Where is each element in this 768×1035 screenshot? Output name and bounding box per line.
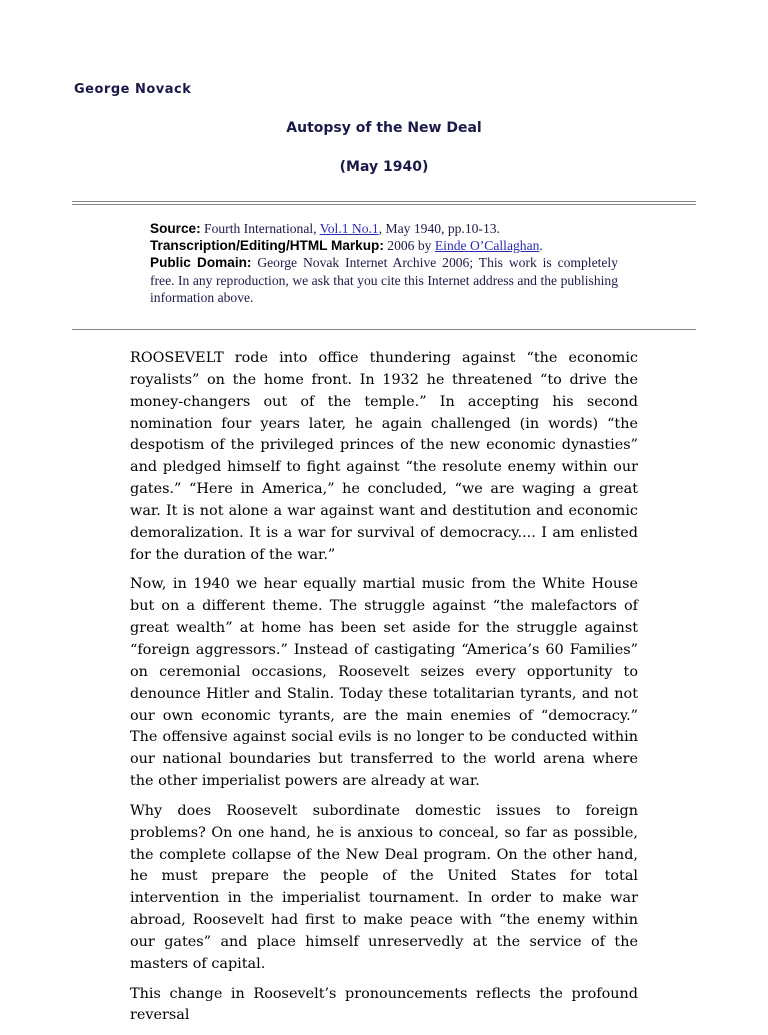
source-info-block bbox=[150, 220, 618, 306]
transcription-text: 2006 by bbox=[383, 238, 435, 254]
body-paragraph-2: Now, in 1940 we hear equally martial music from the White House but on a different theme. The struggle against “the malefactors of great wealth” at home has been set aside for the struggle against “foreign aggressors.” Instead of castigating “America’s 60 Families” on ceremonial occasions, Roosevelt seizes every opportunity to denounce Hitler and Stalin. Today these totalitarian tyrants, and not our own economic tyrants, are the main enemies of “democracy.” The offensive against social evils is no longer to be conducted within our national boundaries but transferred to the world arena where the other imperialist powers are already at war. bbox=[130, 576, 638, 790]
info-divider bbox=[72, 329, 696, 330]
body-paragraph-4: This change in Roosevelt’s pronouncements reflects the profound reversal bbox=[130, 985, 638, 1024]
article-title: Autopsy of the New Deal bbox=[286, 120, 482, 136]
source-pages: , May 1940, pp.10-13. bbox=[378, 221, 500, 236]
source-text: Fourth International, bbox=[200, 221, 320, 236]
article-date: (May 1940) bbox=[339, 159, 429, 175]
body-paragraph-3: Why does Roosevelt subordinate domestic issues to foreign problems? On one hand, he is anxious to conceal, so far as possible, the complete collapse of the New Deal program. On the other hand, he must prepare the people of the United States for total intervention in the imperialist tournament. In order to make war abroad, Roosevelt had first to make peace with “the enemy within our gates” and place himself unreservedly at the service of the masters of capital. bbox=[130, 802, 638, 972]
source-issue-link[interactable]: Vol.1 No.1 bbox=[319, 221, 379, 236]
body-paragraph-1: ROOSEVELT rode into office thundering against “the economic royalists” on the home front. In 1932 he threatened “to drive the money-changers out of the temple.” In accepting his second nomination four years later, he again challenged (in words) “the despotism of the privileged princes of the new economic dynasties” and pledged himself to fight against “the resolute enemy within our gates.” “Here in America,” he concluded, “we are waging a great war. It is not alone a war against want and destitution and economic demoralization. It is a war for survival of democracy.... I am enlisted for the duration of the war.” bbox=[130, 350, 638, 563]
source-label: Source: bbox=[150, 221, 201, 236]
public-domain-text: George Novak Internet Archive 2006; This work is completely free. In any reproduction, we ask that you cite this Internet address and the publishing information above. bbox=[150, 255, 618, 305]
header-divider bbox=[72, 201, 696, 205]
transcription-label: Transcription/Editing/HTML Markup: bbox=[150, 238, 384, 254]
transcription-end: . bbox=[539, 238, 543, 254]
author-name: George Novack bbox=[74, 82, 192, 97]
transcriber-link[interactable]: Einde O’Callaghan bbox=[434, 238, 540, 254]
article-body bbox=[130, 348, 638, 1035]
public-domain-label: Public Domain: bbox=[150, 255, 252, 271]
